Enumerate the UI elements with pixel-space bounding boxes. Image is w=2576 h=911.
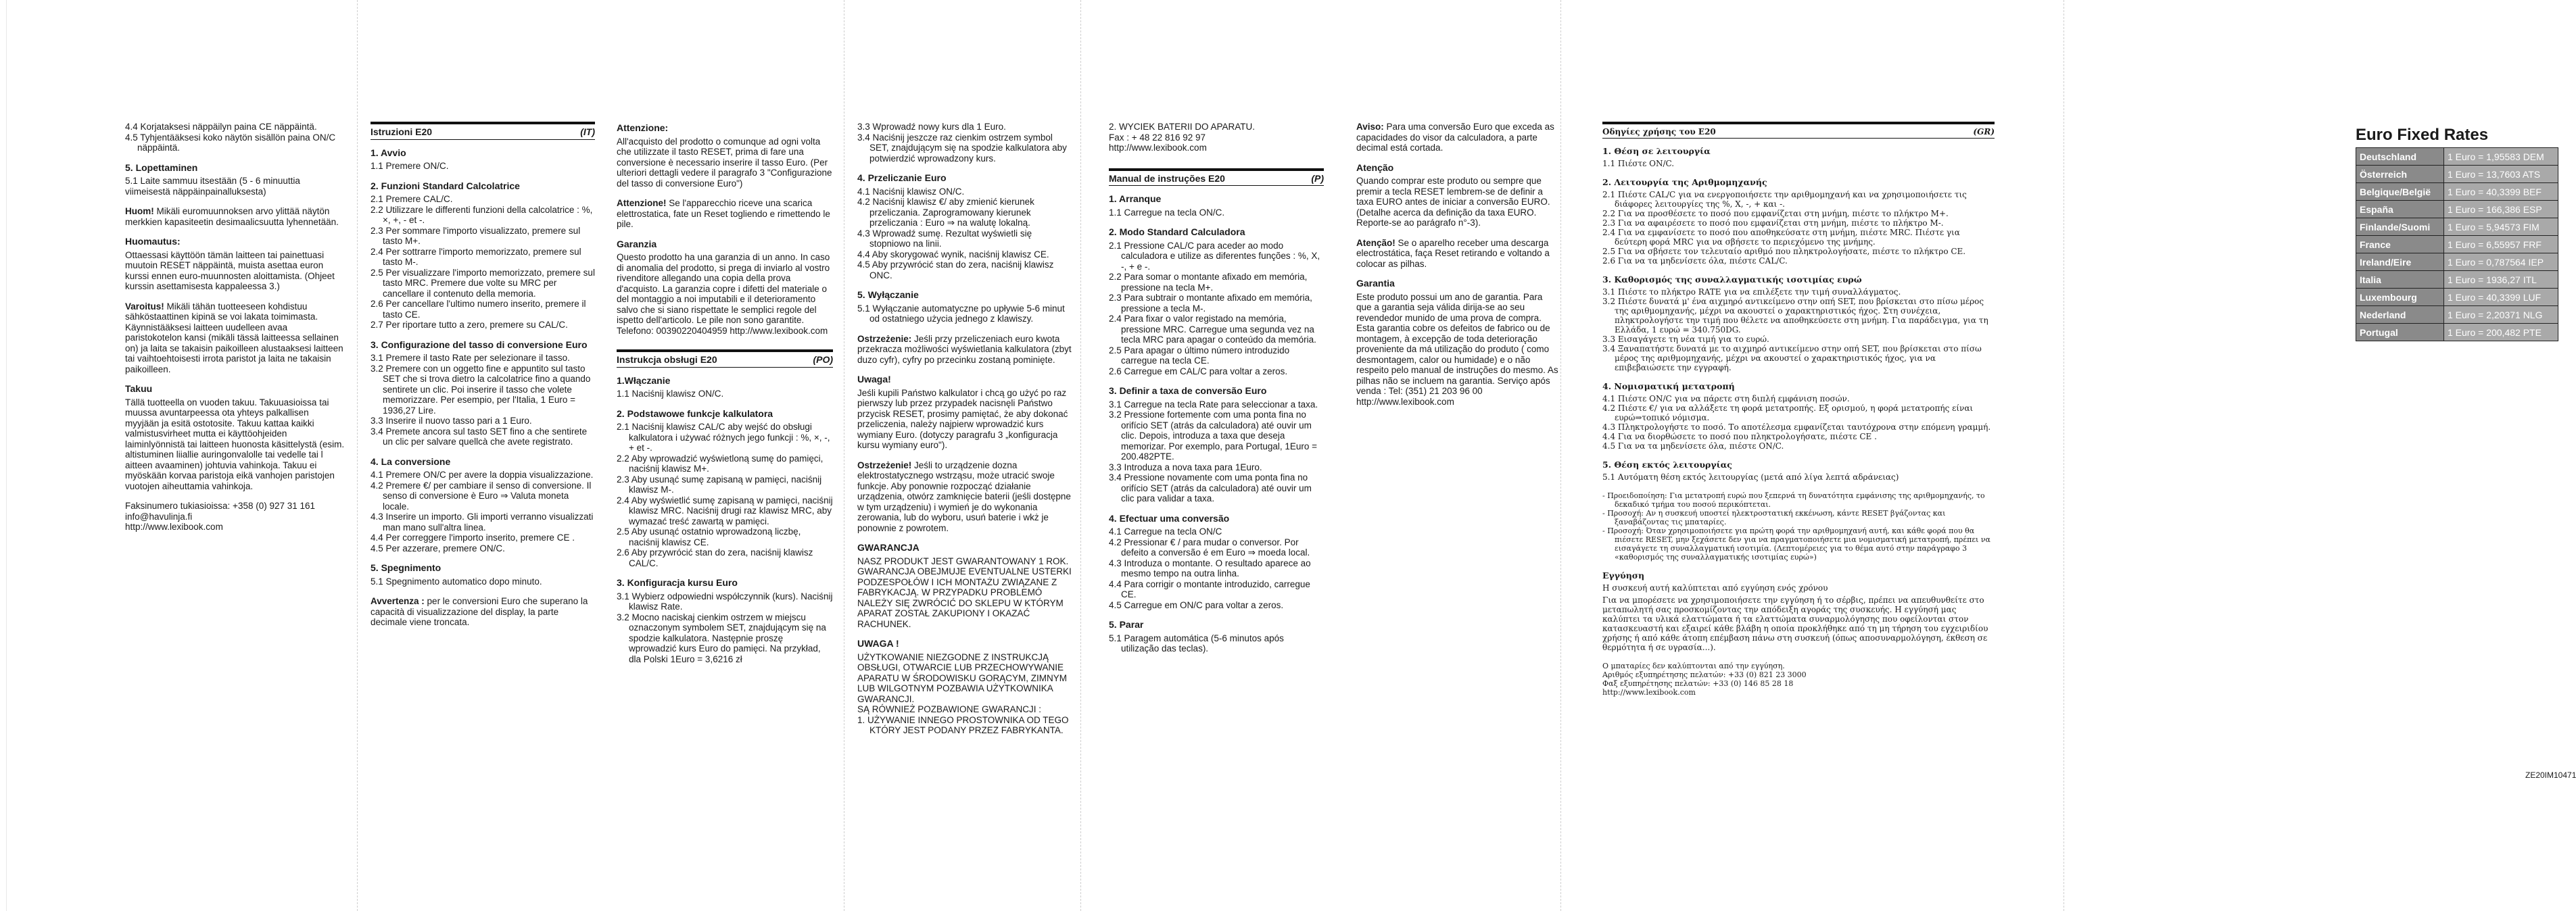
country-cell: Portugal — [2356, 324, 2444, 341]
list-item: 4.4 Για να διορθώσετε το ποσό που πληκτρολογήσατε, πιέστε CE . — [1602, 432, 1877, 441]
page-edge — [0, 0, 7, 911]
notes-list — [1602, 491, 1995, 562]
column-italian — [371, 122, 595, 637]
paragraph: SĄ RÓWNIEŻ POZBAWIONE GWARANCJI : — [857, 704, 1042, 714]
list-item: 2.4 Per sottrarre l'importo memorizzato, premere sul tasto M-. — [371, 246, 581, 267]
rate-cell: 1 Euro = 5,94573 FIM — [2444, 218, 2558, 236]
text: Se o aparelho receber uma descarga electrostática, faça Reset retirando e voltando a colocar as pilhas. — [1356, 237, 1550, 269]
item-list — [1602, 394, 1995, 451]
label: Attenzione! — [617, 198, 667, 208]
text: Mikäli tähän tuotteeseen kohdistuu sähköstaattinen kipinä se voi lakata toimimasta. Käynnistääksesi laitteen uudelleen avaa paristokotelon kansi (mikäli tässä laitteessa sellainen on) ja laita se takaisin paikoilleen alustaaksesi laitteen tai vaihtoehtoisesti irrota paristot ja laita ne takaisin paikoilleen. — [125, 301, 343, 374]
item-list — [617, 422, 833, 568]
table-row — [2356, 271, 2558, 289]
section-header — [1602, 122, 1995, 139]
rate-cell: 1 Euro = 200,482 PTE — [2444, 324, 2558, 341]
list-item: 2.1 Premere CAL/C. — [371, 194, 453, 204]
euro-rates-panel — [2356, 126, 2558, 341]
note: - Προσοχή: Αν η συσκευή υποστεί ηλεκτροστατική εκκένωση, κάντε RESET βγάζοντας και ξαναβάζοντας τις μπαταρίες. — [1602, 509, 1946, 526]
section-title: 1. Arranque — [1109, 193, 1162, 204]
section-title: 4. Νομισματική μετατροπή — [1602, 381, 1735, 391]
fold-line — [357, 0, 358, 911]
note: - Προσοχή: Όταν χρησιμοποιήσετε για πρώτη φορά την αριθμομηχανή αυτή, και κάθε φορά που θα πιέσετε RESET, μην ξεχάσετε δεν για να πραγματοποιήσετε μια νομισματική μετατροπή, πρέπει να εισαγάγετε τη συναλλαγματική ισοτιμία. (Λεπτομέρειες για το θέμα αυτό στην παράγραφο 3 «καθορισμός της συναλλαγματικής ισοτιμίας ευρώ») — [1602, 526, 1990, 562]
list-item: 2.3 Για να αφαιρέσετε το ποσό που εμφανίζεται στη μνήμη, πιέστε το πλήκτρο M-. — [1602, 218, 1944, 228]
label: Huom! — [125, 206, 154, 216]
item-list — [857, 122, 1072, 164]
section-title: 2. Λειτουργία της Αριθμομηχανής — [1602, 177, 1767, 187]
list-item: 2.4 Para fixar o valor registado na memória, pressione MRC. Carregue uma segunda vez na tecla MRC para apagar o conteúdo da memória. — [1109, 314, 1316, 345]
table-row — [2356, 289, 2558, 306]
paragraph: Για να μπορέσετε να χρησιμοποιήσετε την εγγύηση ή το σέρβις, πρέπει να απευθυνθείτε στο μεταπωλητή σας προσκομίζοντας την απόδειξη αγοράς της συσκευής. Η εγγύησή μας καλύπτει τα υλικά ελαττώματα ή τα ελαττώματα συναρμολόγησης που οφείλονται στον κατασκευαστή και εξαιρεί κάθε βλάβη η οποία προκλήθηκε από τη μη τήρηση του εγχειριδίου χρήσης ή από κάθε άτοπη επέμβαση πάνω στη συσκευή (όπως αποσυναρμολόγηση, έκθεση σε θερμότητα ή σε υγρασία...). — [1602, 595, 1988, 652]
language-code: (IT) — [580, 126, 595, 137]
section-title: 3. Definir a taxa de conversão Euro — [1109, 385, 1267, 396]
list-item: 1.1 Πιέστε ON/C. — [1602, 159, 1675, 168]
list-item: 2.2 Para somar o montante afixado em memória, pressione na tecla M+. — [1109, 272, 1308, 293]
section-header — [371, 122, 595, 140]
list-item: 3.2 Πιέστε δυνατά μ' ένα αιχμηρό αντικείμενο στην οπή SET, που βρίσκεται στο πίσω μέρος της αριθμομηχανής, μέχρι να ακουστεί ο χαρακτηριστικός ήχος. Στη συνέχεια, πληκτρολογήστε την τιμή που θέλετε να αποθηκεύσετε στη μνήμη. Για παράδειγμα, για τη Ελλάδα, 1 ευρώ = 340.750DG. — [1602, 297, 1988, 335]
list-item: 4.1 Carregue na tecla ON/C — [1109, 526, 1222, 537]
list-item: 3.1 Wybierz odpowiedni współczynnik (kurs). Naciśnij klawisz Rate. — [617, 591, 833, 612]
list-item: 3.4 Pressione novamente com uma ponta fina no orifício SET (atrás da calculadora) até ouvir um clic para validar a taxa. — [1109, 472, 1312, 503]
list-item: 2. WYCIEK BATERII DO APARATU. — [1109, 122, 1256, 132]
list-item: 2.1 Pressione CAL/C para aceder ao modo calculadora e utilize as diferentes funções : %, X, -, + e -. — [1109, 240, 1320, 272]
item-list — [857, 187, 1072, 281]
paragraph — [125, 301, 345, 375]
paragraph — [125, 206, 345, 227]
language-code: (PO) — [813, 354, 833, 365]
table-row — [2356, 306, 2558, 324]
list-item: 2.4 Για να εμφανίσετε το ποσό που αποθηκεύσατε στη μνήμη, πιέστε MRC. Πιέστε για δεύτερη φορά MRC για να σβήσετε το περιεχόμενο της μνήμης. — [1602, 228, 1960, 247]
section-title: Attenzione: — [617, 122, 669, 133]
list-item: 4.5 Carregue em ON/C para voltar a zeros. — [1109, 599, 1284, 610]
country-cell: Belgique/België — [2356, 183, 2444, 201]
label: Ostrzeżenie: — [857, 333, 912, 344]
item-list — [371, 353, 595, 447]
paragraph — [857, 460, 1072, 534]
list-item: 2.3 Para subtrair o montante afixado em memória, pressione a tecla M-. — [1109, 293, 1312, 314]
rate-cell: 1 Euro = 40,3399 BEF — [2444, 183, 2558, 201]
text: Mikäli euromuunnoksen arvo ylittää näytön merkkien kapasiteetin desimaalicsuutta lyhennetään. — [125, 206, 339, 227]
rate-cell: 1 Euro = 2,20371 NLG — [2444, 306, 2558, 324]
section-title: Takuu — [125, 383, 153, 394]
table-row — [2356, 166, 2558, 183]
list-item: 5.1 Spegnimento automatico dopo minuto. — [371, 576, 542, 587]
list-item: 3.4 Naciśnij jeszcze raz cienkim ostrzem symbol SET, znajdującym się na spodzie kalkulatora aby potwierdzić wprowadzony kurs. — [857, 132, 1067, 164]
section-title: 2. Modo Standard Calculadora — [1109, 226, 1245, 237]
contact: Faksinumero tukiasioissa: +358 (0) 927 31 161 info@havulinja.fi http://www.lexibook.com — [125, 501, 316, 532]
list-item: 2.1 Πιέστε CAL/C για να ενεργοποιήσετε την αριθμομηχανή και να χρησιμοποιήσετε τις διάφορες λειτουργίες της %, X, -, + και -. — [1602, 190, 1967, 209]
list-item: 4.5 Per azzerare, premere ON/C. — [371, 543, 505, 553]
paragraph: NASZ PRODUKT JEST GWARANTOWANY 1 ROK. GWARANCJA OBEJMUJE EVENTUALNE USTERKI PODZESPOŁÓW I ICH MONTAŻU ZWIĄZANE Z FABRYKACJĄ. W PRZYPADKU PROBLEMÓ NALEŻY SIĘ ZWRÓCIĆ DO SKLEPU W KTÓRYM APARAT ZOSTAŁ ZAKUPIONY I OKAZAĆ RACHUNEK. — [857, 556, 1072, 629]
section-title: 2. Podstawowe funkcje kalkulatora — [617, 408, 773, 419]
list-item: 1. UŻYWANIE INNEGO PROSTOWNIKA OD TEGO KTÓRY JEST PODANY PRZEZ FABRYKANTA. — [857, 714, 1069, 735]
rate-cell: 1 Euro = 13,7603 ATS — [2444, 166, 2558, 183]
table-row — [2356, 148, 2558, 166]
section-title: Atenção — [1356, 162, 1394, 173]
section-title: 5. Wyłączanie — [857, 289, 919, 300]
list-item: 2.2 Aby wprowadzić wyświetloną sumę do pamięci, naciśnij klawisz M+. — [617, 453, 824, 474]
paragraph — [1356, 122, 1559, 153]
section-title: 4. Efectuar uma conversão — [1109, 512, 1230, 524]
list-item: 2.2 Για να προσθέσετε το ποσό που εμφανίζεται στη μνήμη, πιέστε το πλήκτρο M+. — [1602, 209, 1949, 218]
section-title: 5. Parar — [1109, 619, 1144, 630]
rate-cell: 1 Euro = 1,95583 DEM — [2444, 148, 2558, 166]
list-item: 2.6 Carregue em CAL/C para voltar a zeros. — [1109, 366, 1288, 376]
column-polish — [857, 122, 1072, 736]
list-item: 3.2 Premere con un oggetto fine e appuntito sul tasto SET che si trova dietro la calcolatrice fino a quando sentirete un clic. Poi inserire il tasso che volete memorizzare. Per esempio, per l'Italia, 1 Euro = 1936,27 Lire. — [371, 363, 591, 416]
list-item: 5.1 Αυτόματη θέση εκτός λειτουργίας (μετά από λίγα λεπτά αδράνειας) — [1602, 472, 1899, 482]
fi-intro — [125, 122, 345, 153]
section-title: 3. Καθορισμός της συναλλαγματικής ισοτιμίας ευρώ — [1602, 274, 1862, 285]
list-item: 3.3 Εισαγάγετε τη νέα τιμή για το ευρώ. — [1602, 335, 1769, 344]
label: Atenção! — [1356, 237, 1396, 248]
item-list — [1602, 159, 1995, 168]
rates-table — [2356, 147, 2558, 341]
table-row — [2356, 253, 2558, 271]
fold-line — [1560, 0, 1561, 911]
section-title: 5. Θέση εκτός λειτουργίας — [1602, 460, 1732, 470]
list-item: 2.6 Per cancellare l'ultimo numero inserito, premere il tasto CE. — [371, 299, 586, 320]
column-portuguese-cont — [1356, 122, 1559, 416]
country-cell: Deutschland — [2356, 148, 2444, 166]
country-cell: Nederland — [2356, 306, 2444, 324]
text: Se l'apparecchio riceve una scarica elettrostatica, fate un Reset togliendo e rimettendo le pile. — [617, 198, 830, 229]
list-item: 4.5 Για να τα μηδενίσετε όλα, πιέστε ON/C. — [1602, 441, 1784, 451]
list-item: 1.1 Carregue na tecla ON/C. — [1109, 207, 1225, 218]
list-item: 2.5 Για να σβήσετε τον τελευταίο αριθμό που πληκτρολογήσατε, πιέστε το πλήκτρο CE. — [1602, 247, 1966, 256]
section-title: 1.Włączanie — [617, 374, 671, 386]
paragraph: Jeśli kupili Państwo kalkulator i chcą go użyć po raz pierwszy lub przez przypadek nacisnęli Państwo przycisk RESET, prosimy pamiętać, że aby dokonać przeliczenia, należy najpierw wprowadzić kurs wymiany Euro. (dotyczy paragrafu 3 „konfiguracja kursu wymiany euro"). — [857, 387, 1068, 450]
paragraph: All'acquisto del prodotto o comunque ad ogni volta che utilizzate il tasto RESET, prima di fare una conversione è necessario inserire il tasso Euro. (Per ulteriori dettagli vedere il paragrafo 3 "Configurazione del tasso di conversione Euro") — [617, 136, 832, 189]
section-title: 1. Avvio — [371, 147, 406, 158]
list-item: 4.2 Naciśnij klawisz €/ aby zmienić kierunek przeliczania. Zaprogramowany kierunek przeliczania : Euro ⇒ na walutę lokalną. — [857, 197, 1034, 228]
contact: Ο μπαταρίες δεν καλύπτονται από την εγγύηση. Αριθμός εξυπηρέτησης πελατών: +33 (0) 821 23 3000 Φαξ εξυπηρέτησης πελατών: +33 (0) 146 85 28 18 http://www.lexibook.com — [1602, 662, 1807, 697]
paragraph: Questo prodotto ha una garanzia di un anno. In caso di anomalia del prodotto, si prega di inviarlo al vostro rivenditore allegando una copia della prova d'acquisto. La garanzia copre i difetti del materiale o del montaggio a noi imputabili e il deterioramento salvo che si siano rispettate le semplici regole del ispetto dell'articolo. Le pile non sono garantite. Telefono: 00390220404959 http://www.lexibook.com — [617, 252, 830, 336]
section-title: 5. Lopettaminen — [125, 162, 198, 173]
list-item: 2.6 Για να τα μηδενίσετε όλα, πιέστε CAL/C. — [1602, 256, 1788, 266]
country-cell: France — [2356, 236, 2444, 253]
column-greek — [1602, 122, 1995, 706]
item-list — [1109, 633, 1324, 654]
section-title: Garanzia — [617, 238, 657, 249]
list-item: 2.5 Per visualizzare l'importo memorizzato, premere sul tasto MRC. Premere due volte su MRC per cancellare il contenuto della memoria. — [371, 267, 595, 299]
list-item: 2.3 Per sommare l'importo visualizzato, premere sul tasto M+. — [371, 225, 581, 246]
list-item: 3.3 Introduza a nova taxa para 1Euro. — [1109, 462, 1262, 472]
list-item: 4.2 Pressionar € / para mudar o conversor. Por defeito a conversão é em Euro ⇒ moeda local. — [1109, 537, 1310, 558]
language-code: (P) — [1311, 172, 1324, 184]
section-title: Uwaga! — [857, 374, 891, 385]
item-list — [617, 591, 833, 665]
paragraph: Este produto possui um ano de garantia. Para que a garantia seja válida dirija-se ao seu revendedor munido de uma prova de compra. Esta garantia cobre os defeitos de fabrico ou de montagem, à excepção de toda deterioração proveniente da má utilização do produto ( como desmontagem, calor ou humidade) e o não respeito pelo manual de instruções do mesmo. As pilhas não se incluem na garantia. Serviço após venda : Tel: (351) 21 203 96 00 http://www.lexibook.com — [1356, 291, 1558, 407]
list-item: 2.4 Aby wyświetlić sumę zapisaną w pamięci, naciśnij klawisz MRC. Naciśnij drugi raz klawisz MRC, aby wymazać treść zawartą w pamięci. — [617, 495, 833, 526]
section-title: 3. Konfiguracja kursu Euro — [617, 577, 738, 588]
list-item: 4.4 Korjataksesi näppäilyn paina CE näppäintä. — [125, 122, 317, 132]
header-title: Instrukcja obsługi E20 — [617, 354, 717, 365]
paragraph: Tällä tuotteella on vuoden takuu. Takuuasioissa tai muussa avuntarpeessa ota yhteys palkallisen myyjään ja esitä ostotosite. Takuu kattaa kaikki valmistusvirheet mutta ei käyttöohjeiden laiminlyönnistä tai laitteen huonosta käsittelystä (esim. altistuminen liiallie auringonvalolle tai vedelle tai l aitteen avaaminen) johtuvia vahinkoja. Takuu ei myöskään korvaa paristoja eikä vanhojen paristojen vuotojen aiheuttamia vahinkoja. — [125, 397, 345, 491]
list-item: 4.3 Wprowadź sumę. Rezultat wyświetli się stopniowo na linii. — [857, 228, 1032, 249]
column-portuguese — [1109, 122, 1324, 664]
column-italian-polish — [617, 122, 833, 674]
contact: Fax : + 48 22 816 92 97 http://www.lexibook.com — [1109, 132, 1207, 153]
item-list — [1602, 190, 1995, 266]
item-list — [1602, 472, 1995, 482]
header-title: Οδηγίες χρήσης του E20 — [1602, 127, 1716, 137]
item-list — [1602, 287, 1995, 372]
section-title: 4. Przeliczanie Euro — [857, 172, 947, 183]
list-item: 3.4 Ξαναπατήστε δυνατά με το αιχμηρό αντικείμενο στην οπή SET, που βρίσκεται στο πίσω μέρος της αριθμομηχανής, μέχρι να ακουστεί ο χαρακτηριστικός ήχος, για να επιβεβαιώσετε την εγγραφή. — [1602, 344, 1982, 372]
list-item: 2.1 Naciśnij klawisz CAL/C aby wejść do obsługi kalkulatora i używać różnych jego funkcji : %, ×, -, + et -. — [617, 422, 830, 453]
list-item: 5.1 Wyłączanie automatyczne po upływie 5-6 minut od ostatniego użycia jednego z klawiszy. — [857, 303, 1065, 324]
label: Avvertenza : — [371, 596, 425, 606]
rates-title: Euro Fixed Rates — [2356, 126, 2489, 144]
item-list — [1109, 241, 1324, 377]
list-item: 5.1 Paragem automática (5-6 minutos após utilização das teclas). — [1109, 633, 1284, 654]
rate-cell: 1 Euro = 40,3399 LUF — [2444, 289, 2558, 306]
list-item: 1.1 Naciśnij klawisz ON/C. — [617, 389, 724, 399]
paragraph: Η συσκευή αυτή καλύπτεται από εγγύηση ενός χρόνου — [1602, 583, 1828, 593]
table-row — [2356, 183, 2558, 201]
list-item: 3.1 Πιέστε το πλήκτρο RATE για να επιλέξετε την τιμή συναλλάγματος. — [1602, 287, 1901, 297]
section-title: GWARANCJA — [857, 542, 920, 553]
list-item: 2.5 Aby usunąć ostatnio wprowadzoną liczbę, naciśnij klawisz CE. — [617, 526, 801, 547]
list-item: 3.1 Premere il tasto Rate per selezionare il tasso. — [371, 353, 570, 363]
table-row — [2356, 201, 2558, 218]
list-item: 3.3 Wprowadź nowy kurs dla 1 Euro. — [857, 122, 1006, 132]
country-cell: Ireland/Eire — [2356, 253, 2444, 271]
list-item: 2.6 Aby przywrócić stan do zera, naciśnij klawisz CAL/C. — [617, 547, 813, 568]
list-item: 4.5 Tyhjentääksesi koko näytön sisällön paina ON/C näppäintä. — [125, 132, 336, 153]
column-finnish — [125, 122, 345, 542]
paragraph — [857, 334, 1072, 366]
text: Para uma conversão Euro que exceda as capacidades do visor da calculadora, a parte decimal está cortada. — [1356, 122, 1554, 153]
header-title: Istruzioni E20 — [371, 126, 433, 137]
language-code: (GR) — [1973, 127, 1995, 137]
country-cell: España — [2356, 201, 2444, 218]
section-title: 4. La conversione — [371, 456, 451, 467]
paragraph — [1356, 238, 1559, 270]
country-cell: Luxembourg — [2356, 289, 2444, 306]
country-cell: Finlande/Suomi — [2356, 218, 2444, 236]
item-list — [371, 194, 595, 330]
list-item: 4.4 Para corrigir o montante introduzido, carregue CE. — [1109, 578, 1310, 599]
list-item: 4.3 Πληκτρολογήστε το ποσό. Το αποτέλεσμα εμφανίζεται ταυτόχρονα στην επόμενη γραμμή. — [1602, 422, 1991, 432]
table-row — [2356, 218, 2558, 236]
paragraph: Quando comprar este produto ou sempre que premir a tecla RESET lembrem-se de definir a taxa EURO antes de iniciar a conversão EURO. (Detalhe acerca da definição da taxa EURO. Reporte-se ao parágrafo n°-3). — [1356, 176, 1550, 228]
list-item: 3.2 Mocno naciskaj cienkim ostrzem w miejscu oznaczonym symbolem SET, znajdującym się na spodzie kalkulatora. Następnie proszę wprowadzić kurs Euro do pamięci. Na przykład, dla Polski 1Euro = 3,6216 zł — [617, 612, 826, 664]
list-item: 2.3 Aby usunąć sumę zapisaną w pamięci, naciśnij klawisz M-. — [617, 474, 822, 495]
section-title: UWAGA ! — [857, 638, 899, 649]
list-item: 4.3 Inserire un importo. Gli importi verranno visualizzati man mano sull'altra linea. — [371, 512, 594, 533]
list-item: 4.3 Introduza o montante. O resultado aparece ao mesmo tempo na outra linha. — [1109, 558, 1311, 578]
country-cell: Österreich — [2356, 166, 2444, 183]
section-title: 1. Θέση σε λειτουργία — [1602, 146, 1711, 156]
list-item: 4.4 Aby skorygować wynik, naciśnij klawisz CE. — [857, 249, 1049, 260]
section-header — [1109, 168, 1324, 187]
paragraph: UŻYTKOWANIE NIEZGODNE Z INSTRUKCJĄ OBSŁUGI, OTWARCIE LUB PRZECHOWYWANIE APARATU W ŚRODOWISKU GORĄCYM, ZIMNYM LUB WILGOTNYM POZBAWIA UŻYTKOWNIKA GWARANCJI. — [857, 651, 1068, 704]
text: Jeśli to urządzenie dozna elektrostatycznego wstrząsu, może utracić swoje funkcje. Aby ponownie rozpocząć działanie urządzenia, otwórz zamknięcie baterii (jeśli dostępne w tym urządzeniu) i wymień je do wykonania zerowania, lub do wyboru, usuń baterie i wkż je ponownie z powrotem. — [857, 460, 1071, 533]
rate-cell: 1 Euro = 166,386 ESP — [2444, 201, 2558, 218]
label: Aviso: — [1356, 122, 1384, 132]
list-item: 4.1 Premere ON/C per avere la doppia visualizzazione. — [371, 470, 594, 480]
fold-line — [1080, 0, 1081, 911]
section-title: Garantia — [1356, 278, 1395, 289]
paragraph: 5.1 Laite sammuu itsestään (5 - 6 minuuttia viimeisestä näppäinpainalluksesta) — [125, 176, 300, 197]
paragraph: Ottaessasi käyttöön tämän laitteen tai painettuasi muutoin RESET näppäintä, muista asettaa euron kurssi ennen euro-muunnosten aloittamista. (Ohjeet kurssin asettamisesta kappaleessa 3.) — [125, 249, 335, 291]
rate-cell: 1 Euro = 6,55957 FRF — [2444, 236, 2558, 253]
paragraph — [617, 198, 833, 230]
item-list — [857, 303, 1072, 324]
list-item: 4.5 Aby przywrócić stan do zera, naciśnij klawisz ONC. — [857, 260, 1054, 280]
list-item: 4.2 Πιέστε €/ για να αλλάξετε τη φορά μετατροπής. Εξ ορισμού, η φορά μετατροπής είναι ευρώ⇒τοπικό νόμισμα. — [1602, 403, 1974, 422]
section-title: 2. Funzioni Standard Calcolatrice — [371, 180, 520, 191]
rate-cell: 1 Euro = 0,787564 IEP — [2444, 253, 2558, 271]
item-list — [617, 389, 833, 399]
list-item: 4.1 Naciśnij klawisz ON/C. — [857, 186, 965, 197]
rate-cell: 1 Euro = 1936,27 ITL — [2444, 271, 2558, 289]
section-title: Huomautus: — [125, 236, 181, 247]
item-list — [371, 470, 595, 553]
item-list — [1109, 526, 1324, 610]
list-item: 3.1 Carregue na tecla Rate para seleccionar a taxa. — [1109, 399, 1318, 410]
label: Ostrzeżenie! — [857, 460, 912, 470]
item-list — [1109, 399, 1324, 504]
list-item: 3.2 Pressione fortemente com uma ponta fina no orifício SET (atrás da calculadora) até ouvir um clic. Depois, introduza a taxa que deseja memorizar. Por exemplo, para Portugal, 1Euro = 200.482PTE. — [1109, 410, 1318, 462]
table-row — [2356, 236, 2558, 253]
item-list — [371, 576, 595, 587]
list-item: 4.2 Premere €/ per cambiare il senso di conversione. Il senso di conversione è Euro ⇒ Valuta moneta locale. — [371, 480, 592, 512]
table-row — [2356, 324, 2558, 341]
text: Jeśli przy przeliczeniach euro kwota przekracza możliwości wyświetlania kalkulatora (zbyt duzo cyfr), cyfry po przecinku zostaną pominięte. — [857, 333, 1072, 365]
section-title: Εγγύηση — [1602, 570, 1645, 581]
text: per le conversioni Euro che superano la capacità di visualizzazione del display, la parte decimale viene troncata. — [371, 596, 588, 627]
list-item: 3.3 Inserire il nuovo tasso pari a 1 Euro. — [371, 416, 532, 426]
paragraph — [371, 596, 595, 628]
list-item: 4.1 Πιέστε ON/C για να πάρετε στη διπλή εμφάνιση ποσών. — [1602, 394, 1850, 403]
country-cell: Italia — [2356, 271, 2444, 289]
item-list — [1109, 207, 1324, 218]
document-code: ZE20IM10471 — [2525, 770, 2576, 780]
note: - Προειδοποίηση: Για μετατροπή ευρώ που ξεπερνά τη δυνατότητα εμφάνισης της αριθμομηχανής, το δεκαδικό τμήμα του ποσού περικόπτεται. — [1602, 491, 1985, 509]
item-list — [371, 161, 595, 172]
header-title: Manual de instruções E20 — [1109, 172, 1225, 184]
list-item: 2.2 Utilizzare le differenti funzioni della calcolatrice : %, ×, +, - et -. — [371, 204, 593, 225]
label: Varoitus! — [125, 301, 164, 312]
list-item: 1.1 Premere ON/C. — [371, 161, 449, 171]
list-item: 4.4 Per correggere l'importo inserito, premere CE . — [371, 533, 575, 543]
section-title: 3. Configurazione del tasso di conversione Euro — [371, 339, 588, 350]
section-title: 5. Spegnimento — [371, 562, 442, 573]
list-item: 2.7 Per riportare tutto a zero, premere su CAL/C. — [371, 320, 568, 330]
section-header — [617, 349, 833, 368]
list-item: 2.5 Para apagar o último número introduzido carregue na tecla CE. — [1109, 345, 1290, 366]
list-item: 3.4 Premete ancora sul tasto SET fino a che sentirete un clic per salvare quellcà che avete registrato. — [371, 426, 588, 447]
